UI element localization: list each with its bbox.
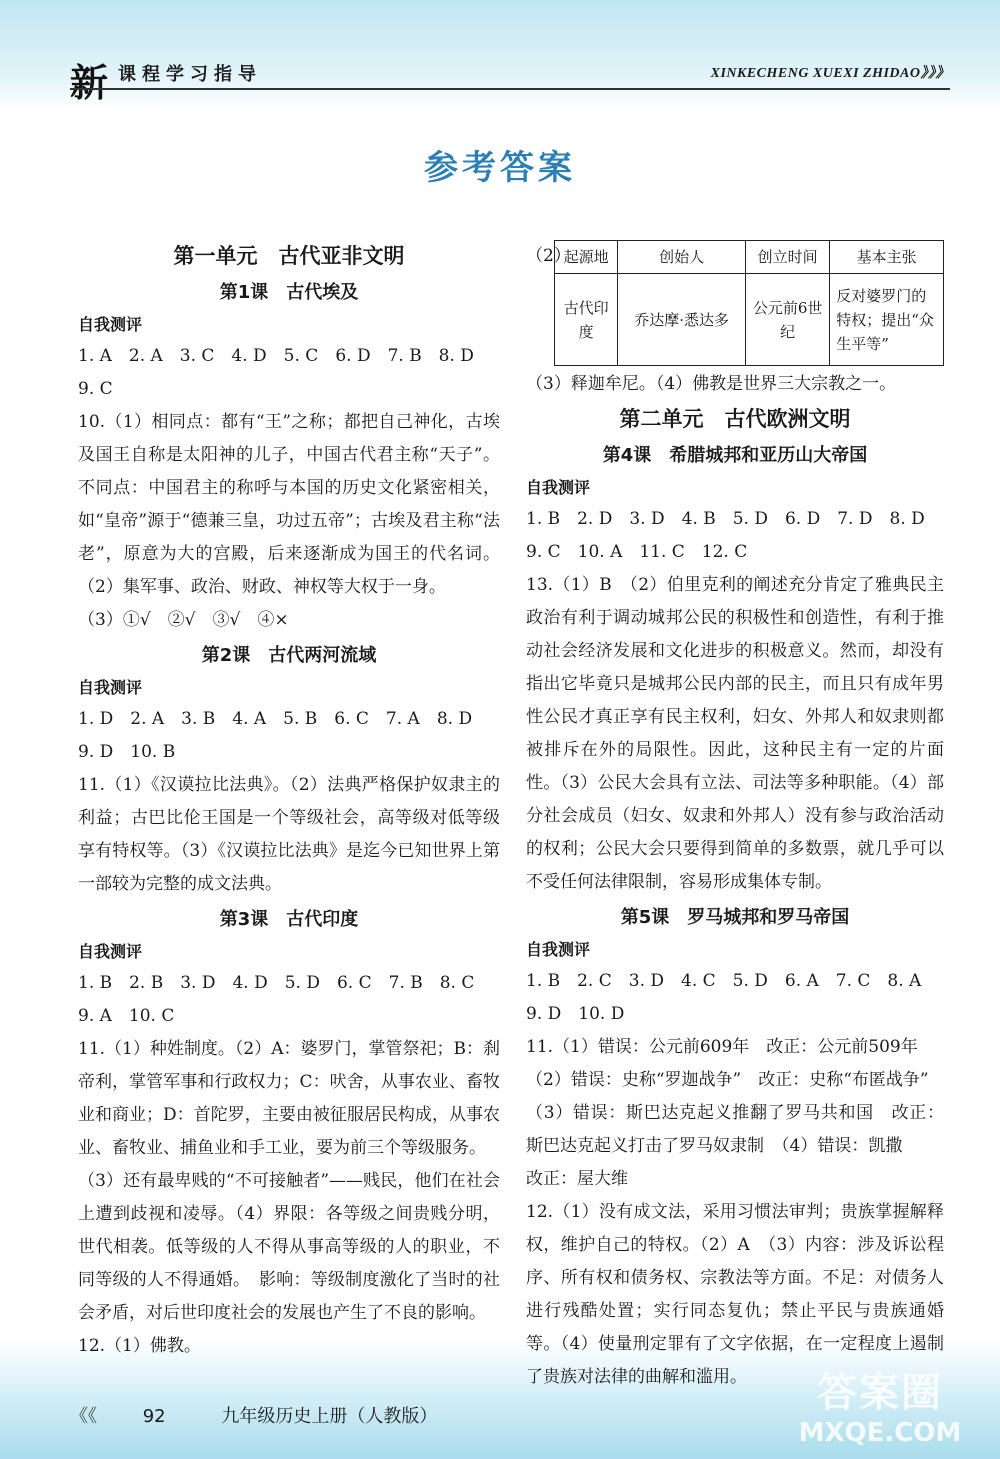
answer-paragraph: 10.（1）相同点：都有“王”之称；都把自己神化，古埃及国王自称是太阳神的儿子，中国古代君主称“天子”。不同点：中国君主的称呼与本国的历史文化紧密相关，如“皇帝”源于“德兼三皇，功过五帝”；古埃及君主称“法老”，原意为大的宫殿，后来逐渐成为国王的代名词。（2）集军事、政治、财政、神权等大权于一身。 bbox=[78, 412, 500, 597]
page-number: 92 bbox=[142, 1406, 166, 1427]
answer-line: 1. A 2. A 3. C 4. D 5. C 6. D 7. B 8. D bbox=[78, 346, 474, 366]
series-title: 课程学习指导 bbox=[118, 64, 262, 85]
section-label: 自我测评 bbox=[526, 478, 591, 497]
page-title: 参考答案 bbox=[424, 148, 576, 188]
lesson-title: 第5课 罗马城邦和罗马帝国 bbox=[620, 907, 850, 928]
answer-line: 12.（1）佛教。 bbox=[78, 1336, 201, 1356]
unit-title: 第一单元 古代亚非文明 bbox=[173, 244, 405, 268]
answer-line: 1. B 2. B 3. D 4. D 5. D 6. C 7. B 8. C bbox=[78, 973, 475, 993]
answer-paragraph: 13.（1）B （2）伯里克利的阐述充分肯定了雅典民主政治有利于调动城邦公民的积极性和创造性，有利于推动社会经济发展和文化进步的积极意义。然而，却没有指出它毕竟只是城邦公民内部的民主，而且只有成年男性公民才真正享有民主权利，妇女、外邦人和奴隶则都被排斥在外的局限性。因此，这种民主有一定的片面性。（3）公民大会具有立法、司法等多种职能。（4）部分社会成员（妇女、奴隶和外邦人）没有参与政治活动的权利；公民大会只要得到简单的多数票，就几乎可以不受任何法律限制，容易形成集体专制。 bbox=[526, 575, 944, 892]
right-column bbox=[526, 240, 944, 1394]
page-footer bbox=[70, 1402, 437, 1428]
answer-line: 1. D 2. A 3. B 4. A 5. B 6. C 7. A 8. D bbox=[78, 709, 473, 729]
table-cell: 公元前6世纪 bbox=[746, 274, 830, 366]
lesson-title: 第1课 古代埃及 bbox=[219, 282, 359, 303]
answer-table bbox=[554, 240, 944, 366]
left-column bbox=[78, 238, 500, 1363]
answer-line: 改正：屋大维 bbox=[526, 1169, 628, 1189]
table-header-cell: 创立时间 bbox=[746, 241, 830, 274]
footer-arrows-icon: 《《 bbox=[70, 1406, 97, 1427]
table-header-cell: 基本主张 bbox=[830, 241, 944, 274]
section-label: 自我测评 bbox=[526, 940, 591, 959]
answer-line: 9. D 10. D bbox=[526, 1004, 625, 1024]
answer-paragraph: （3）还有最卑贱的“不可接触者”——贱民，他们在社会上遭到歧视和凌辱。（4）界限：各等级之间贵贱分明，世代相袭。低等级的人不得从事高等级的人的职业，不同等级的人不得通婚。 影响：等级制度激化了当时的社会矛盾，对后世印度社会的发展也产生了不良的影响。 bbox=[78, 1171, 500, 1323]
watermark-url: MXQE.COM bbox=[798, 1418, 962, 1448]
answer-line: （3）释迦牟尼。（4）佛教是世界三大宗教之一。 bbox=[526, 374, 897, 394]
answer-line: 9. D 10. B bbox=[78, 742, 176, 762]
answer-line: （2）错误：史称“罗迦战争” 改正：史称“布匿战争” bbox=[526, 1070, 929, 1090]
lesson-title: 第4课 希腊城邦和亚历山大帝国 bbox=[602, 445, 868, 466]
answer-paragraph: 11.（1）《汉谟拉比法典》。（2）法典严格保护奴隶主的利益；古巴比伦王国是一个等级社会，高等级对低等级享有特权等。（3）《汉谟拉比法典》是迄今已知世界上第一部较为完整的成文法典。 bbox=[78, 775, 500, 894]
series-pinyin bbox=[711, 62, 950, 82]
section-label: 自我测评 bbox=[78, 678, 143, 697]
section-label: 自我测评 bbox=[78, 942, 143, 961]
watermark-logo-text: 答案圈 bbox=[817, 1370, 943, 1416]
table-header-cell: 创始人 bbox=[618, 241, 746, 274]
answer-line: （3）错误：斯巴达克起义推翻了罗马共和国 改正：斯巴达克起义打击了罗马奴隶制 （4）错误：凯撒 bbox=[526, 1103, 944, 1156]
pinyin-text: XINKECHENG XUEXI ZHIDAO bbox=[710, 66, 921, 81]
lesson-title: 第2课 古代两河流域 bbox=[201, 645, 377, 666]
table-cell: 反对婆罗门的特权；提出“众生平等” bbox=[830, 274, 944, 366]
question-number: （2） bbox=[526, 246, 571, 266]
lesson-title: 第3课 古代印度 bbox=[219, 909, 359, 930]
unit-title: 第二单元 古代欧洲文明 bbox=[619, 407, 851, 431]
section-label: 自我测评 bbox=[78, 315, 143, 334]
answer-paragraph: 11.（1）种姓制度。（2）A：婆罗门，掌管祭祀；B：刹帝利，掌管军事和行政权力；C：吠舍，从事农业、畜牧业和商业；D：首陀罗，主要由被征服居民构成，从事农业、畜牧业、捕鱼业和手工业，要为前三个等级服务。 bbox=[78, 1039, 500, 1158]
series-logo: 新 bbox=[70, 61, 109, 105]
answer-paragraph: 12.（1）没有成文法，采用习惯法审判；贵族掌握解释权，维护自己的特权。（2）A （3）内容：涉及诉讼程序、所有权和债务权、宗教法等方面。不足：对债务人进行残酷处置；实行同态复仇；禁止平民与贵族通婚等。（4）使量刑定罪有了文字依据，在一定程度上遏制了贵族对法律的曲解和滥用。 bbox=[526, 1202, 944, 1387]
header-divider bbox=[70, 88, 950, 90]
book-title: 九年级历史上册（人教版） bbox=[221, 1406, 438, 1427]
answer-line: 11.（1）错误：公元前609年 改正：公元前509年 bbox=[526, 1037, 918, 1057]
answer-line: 9. C 10. A 11. C 12. C bbox=[526, 542, 748, 562]
answer-line: （3）①√ ②√ ③√ ④× bbox=[78, 610, 289, 630]
answer-line: 1. B 2. D 3. D 4. B 5. D 6. D 7. D 8. D bbox=[526, 509, 925, 529]
watermark bbox=[780, 1361, 980, 1451]
header-arrows-icon: 》》》 bbox=[920, 66, 950, 81]
answer-line: 9. C bbox=[78, 379, 113, 399]
table-row bbox=[555, 274, 944, 366]
answer-table-block bbox=[526, 240, 944, 366]
table-cell: 古代印度 bbox=[555, 274, 618, 366]
header-background bbox=[0, 0, 1000, 110]
table-header-cell: 起源地 bbox=[555, 241, 618, 274]
page-header bbox=[70, 58, 950, 105]
table-cell: 乔达摩·悉达多 bbox=[618, 274, 746, 366]
answer-line: 9. A 10. C bbox=[78, 1006, 175, 1026]
table-header-row bbox=[555, 241, 944, 274]
answer-line: 1. B 2. C 3. D 4. C 5. D 6. A 7. C 8. A bbox=[526, 971, 922, 991]
